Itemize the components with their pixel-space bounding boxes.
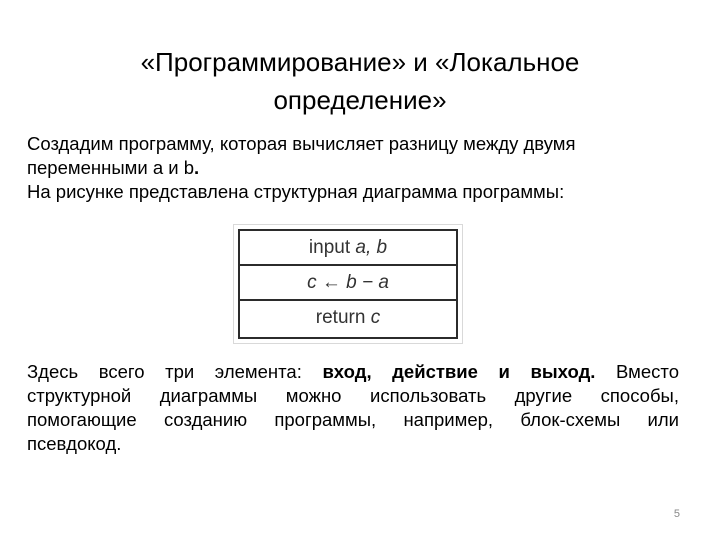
intro-paragraph bbox=[27, 132, 697, 204]
return-variable: c bbox=[370, 307, 381, 328]
structure-diagram-frame bbox=[238, 229, 458, 339]
title-line-2: определение» bbox=[273, 85, 447, 116]
diagram-row-input bbox=[240, 231, 456, 266]
outro-suffix: Вместо структурной диаграммы можно использовать другие способы, помогающие созданию программы, например, блок-схемы или псевдокод. bbox=[27, 361, 679, 454]
intro-line-2-prefix: переменными a и bbox=[27, 157, 184, 178]
outro-paragraph bbox=[27, 360, 679, 456]
intro-line-2-suffix: . bbox=[194, 157, 200, 178]
structure-diagram bbox=[233, 224, 463, 344]
action-target: c bbox=[307, 272, 317, 293]
title-line-1: «Программирование» и «Локальное bbox=[140, 47, 580, 78]
intro-line-3: На рисунке представлена структурная диаграмма программы: bbox=[27, 181, 565, 202]
diagram-row-output bbox=[240, 301, 456, 335]
return-keyword: return bbox=[315, 307, 371, 328]
input-variables: a, b bbox=[355, 237, 388, 258]
slide-title bbox=[60, 43, 660, 119]
intro-line-2 bbox=[27, 156, 697, 180]
assignment-arrow-icon: ← bbox=[316, 272, 347, 293]
page-number: 5 bbox=[673, 508, 680, 520]
outro-bold-elements: вход, действие и выход. bbox=[322, 361, 596, 382]
intro-line-1: Создадим программу, которая вычисляет разницу между двумя bbox=[27, 133, 576, 154]
diagram-row-action bbox=[240, 266, 456, 301]
outro-prefix: Здесь всего три элемента: bbox=[27, 361, 323, 382]
action-expression: b − a bbox=[346, 272, 389, 293]
input-keyword: input bbox=[308, 237, 356, 258]
intro-variable-b: b bbox=[183, 157, 195, 178]
